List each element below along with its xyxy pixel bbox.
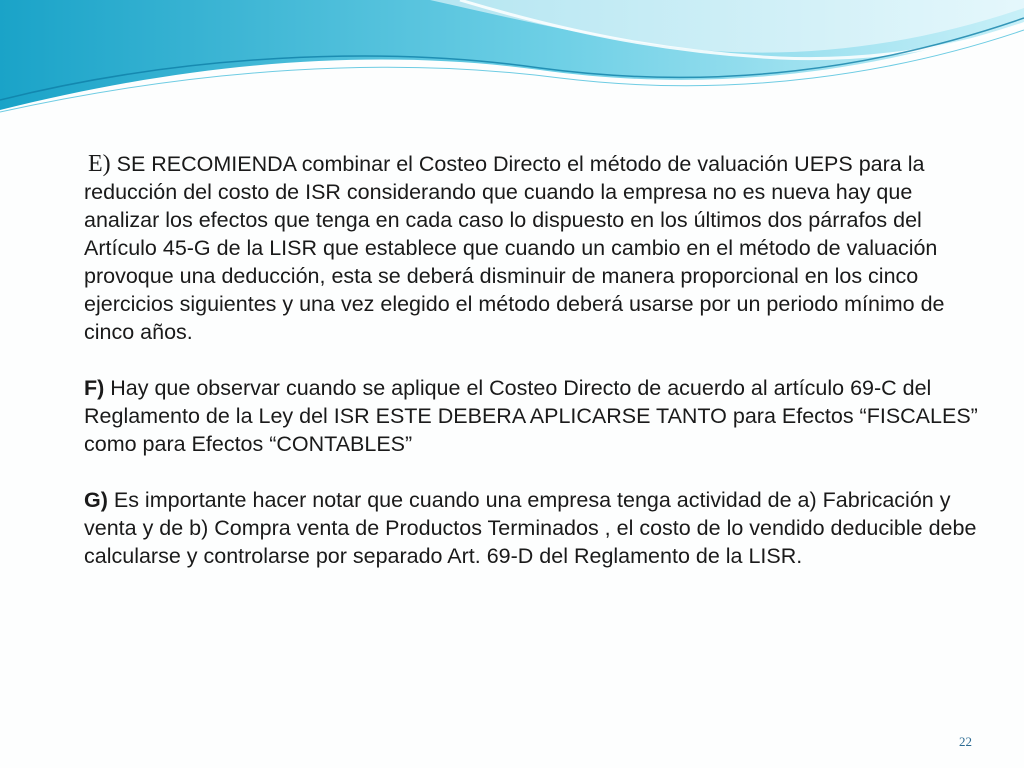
paragraph-f-letter: F) bbox=[84, 376, 105, 400]
paragraph-e-letter: E) bbox=[88, 151, 111, 177]
paragraph-e-text: SE RECOMIENDA combinar el Costeo Directo el método de valuación UEPS para la reducción del costo de ISR considerando que cuando la empresa no es nueva hay que analizar los efectos que tenga en cada caso lo dispuesto en los últimos dos párrafos del Artículo 45-G de la LISR que establece que cuando un cambio en el método de valuación provoque una deducción, esta se deberá disminuir de manera proporcional en los cinco ejercicios siguientes y una vez elegido el método deberá usarse por un periodo mínimo de cinco años. bbox=[84, 152, 945, 344]
paragraph-f bbox=[84, 374, 984, 458]
slide-body bbox=[84, 150, 984, 598]
decorative-wave-header bbox=[0, 0, 1024, 120]
page-number: 22 bbox=[959, 734, 972, 749]
paragraph-g-text: Es importante hacer notar que cuando una empresa tenga actividad de a) Fabricación y venta y de b) Compra venta de Productos Terminados , el costo de lo vendido deducible debe calcularse y controlarse por separado Art. 69-D del Reglamento de la LISR. bbox=[84, 488, 977, 568]
paragraph-g-letter: G) bbox=[84, 488, 108, 512]
paragraph-e bbox=[84, 150, 984, 346]
paragraph-f-text: Hay que observar cuando se aplique el Costeo Directo de acuerdo al artículo 69-C del Reglamento de la Ley del ISR ESTE DEBERA APLICARSE TANTO para Efectos “FISCALES” como para Efectos “CONTABLES” bbox=[84, 376, 978, 456]
paragraph-g bbox=[84, 486, 984, 570]
